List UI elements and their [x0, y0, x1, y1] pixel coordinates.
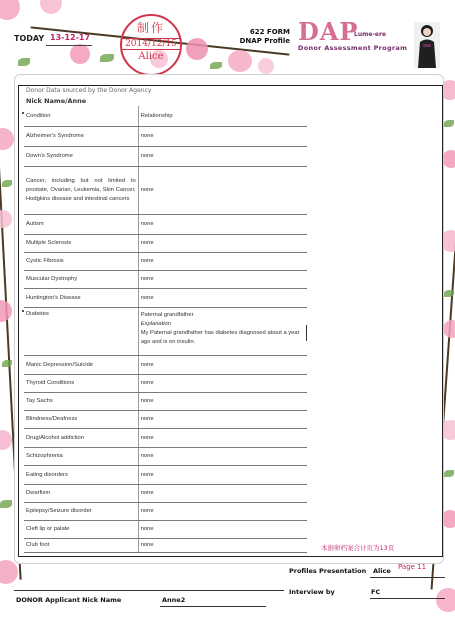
condition-table [24, 106, 307, 553]
condition-cell: Schizophrenia [24, 447, 138, 465]
nick-name: Nick Name/Anne [26, 97, 87, 105]
condition-cell: Dwarfism [24, 484, 138, 502]
table-row [24, 252, 307, 270]
relationship-value: Paternal grandfather [140, 311, 194, 318]
table-row [24, 214, 307, 234]
table-row [24, 428, 307, 447]
table-row [24, 355, 307, 374]
condition-cell: Manic Depression/Suicide [24, 355, 138, 374]
condition-cell: Cleft lip or palate [24, 520, 138, 538]
header-condition: Condition [24, 106, 138, 126]
condition-cell: Diabetes [24, 307, 138, 355]
relationship-cell: none [138, 270, 307, 288]
footer-rule [14, 590, 284, 591]
condition-cell: Eating disorders [24, 465, 138, 484]
today-value: 13-12-17 [50, 33, 91, 42]
table-row [24, 520, 307, 538]
table-row [24, 447, 307, 465]
condition-cell: Muscular Dystrophy [24, 270, 138, 288]
table-row [24, 270, 307, 288]
relationship-cell: none [138, 538, 307, 552]
applicant-value: Anne2 [162, 596, 186, 604]
condition-cell: Blindness/Deafness [24, 410, 138, 428]
condition-cell: Tay Sachs [24, 392, 138, 410]
table-header-row [24, 106, 307, 126]
logo-sup-text: Lume-ere [354, 31, 387, 38]
dap-logo [298, 17, 410, 56]
form-title-line-1: 622 FORM [249, 28, 290, 36]
relationship-cell: none [138, 288, 307, 307]
relationship-cell: none [138, 484, 307, 502]
condition-cell: Drug/Alcohol addiction [24, 428, 138, 447]
table-row [24, 465, 307, 484]
table-row [24, 234, 307, 252]
table-row [24, 307, 307, 355]
condition-cell: Down's Syndrome [24, 146, 138, 166]
table-row [24, 374, 307, 392]
form-title [232, 28, 290, 46]
presentation-value: Alice [373, 567, 391, 575]
relationship-cell: none [138, 146, 307, 166]
today-label: TODAY [14, 34, 45, 43]
condition-cell: Thyroid Conditions [24, 374, 138, 392]
condition-cell: Cancer, including but not limited to prostate, Ovarian, Leukemia, Skin Cancer, Hodgkins disease and intestinal cancers [24, 166, 138, 214]
relationship-cell: none [138, 374, 307, 392]
today-underline [46, 45, 92, 46]
seal-stamp [120, 14, 182, 76]
table-row [24, 392, 307, 410]
relationship-cell: none [138, 502, 307, 520]
interview-underline [370, 598, 445, 599]
table-row [24, 538, 307, 552]
page-count-note: 本捐卵档案合计页为13页 [321, 544, 395, 552]
relationship-cell: none [138, 447, 307, 465]
relationship-cell: none [138, 392, 307, 410]
logo-subtitle: Donor Assessment Program [298, 44, 408, 52]
interview-label: Interview by [289, 588, 335, 596]
condition-cell: Epilepsy/Seizure disorder [24, 502, 138, 520]
presentation-underline [370, 577, 445, 578]
table-row [24, 166, 307, 214]
relationship-cell: none [138, 410, 307, 428]
relationship-cell: none [138, 520, 307, 538]
table-row [24, 126, 307, 146]
explanation-label: Explanation [140, 320, 171, 327]
condition-cell: Club foot [24, 538, 138, 552]
scroll-marker [306, 325, 307, 341]
relationship-cell: none [138, 465, 307, 484]
table-row [24, 146, 307, 166]
person-illustration [414, 22, 440, 68]
stamp-line-1: 制作 [136, 21, 165, 35]
condition-cell: Alzheimer's Syndrome [24, 126, 138, 146]
interview-value: FC [371, 588, 381, 596]
logo-main-text: DAP [298, 17, 359, 46]
table-row [24, 288, 307, 307]
applicant-underline [160, 606, 266, 607]
relationship-cell: none [138, 252, 307, 270]
relationship-cell [138, 307, 307, 355]
table-row [24, 502, 307, 520]
page-number: Page 11 [398, 563, 427, 571]
applicant-label: DONOR Applicant Nick Name [16, 596, 122, 604]
header-relationship: Relationship [138, 106, 307, 126]
condition-cell: Multiple Sclerosis [24, 234, 138, 252]
relationship-cell: none [138, 234, 307, 252]
condition-cell: Huntington's Disease [24, 288, 138, 307]
form-title-line-2: DNAP Profile [239, 37, 290, 45]
table-row [24, 410, 307, 428]
relationship-cell: none [138, 166, 307, 214]
relationship-cell: none [138, 355, 307, 374]
condition-cell: Cystic Fibrosis [24, 252, 138, 270]
relationship-cell: none [138, 126, 307, 146]
presentation-label: Profiles Presentation [289, 567, 367, 575]
condition-cell: Autism [24, 214, 138, 234]
source-note: Donor Data sourced by the Donor Agency [26, 87, 152, 94]
stamp-date: 2014/12/15 [122, 38, 180, 50]
relationship-cell: none [138, 214, 307, 234]
explanation-text: My Paternal grandfather has diabetes diagnosed about a year ago and is on insulin. [140, 329, 300, 345]
stamp-name: Alice [138, 51, 164, 62]
relationship-cell: none [138, 428, 307, 447]
table-row [24, 484, 307, 502]
